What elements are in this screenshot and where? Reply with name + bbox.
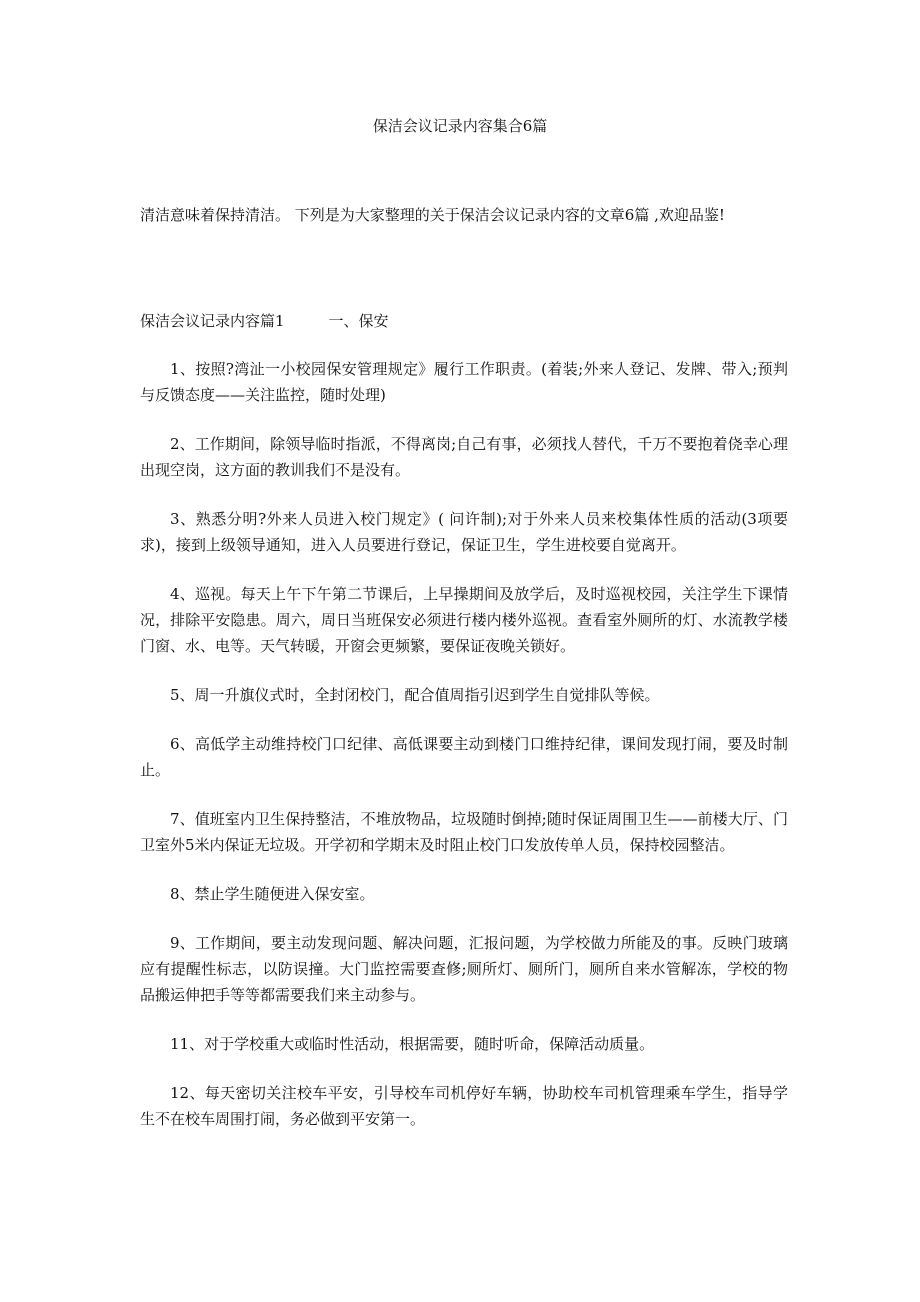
list-item: 2、工作期间，除领导临时指派，不得离岗;自己有事，必须找人替代，千万不要抱着侥幸心理出现空岗，这方面的教训我们不是没有。 bbox=[140, 435, 788, 479]
list-item: 11、对于学校重大或临时性活动，根据需要，随时听命，保障活动质量。 bbox=[170, 1035, 655, 1053]
intro-paragraph: 清洁意味着保持清洁。 下列是为大家整理的关于保洁会议记录内容的文章6篇 ,欢迎品鉴! bbox=[140, 206, 725, 224]
document-title: 保洁会议记录内容集合6篇 bbox=[372, 117, 548, 135]
list-item: 5、周一升旗仪式时，全封闭校门，配合值周指引迟到学生自觉排队等候。 bbox=[170, 686, 660, 704]
item-list bbox=[140, 356, 788, 1155]
list-item: 1、按照?湾沚一小校园保安管理规定》履行工作职责。(着装;外来人登记、发牌、带入;预判与反馈态度——关注监控，随时处理) bbox=[140, 360, 788, 404]
section-heading: 保洁会议记录内容篇1 bbox=[140, 312, 285, 330]
list-item: 6、高低学主动维持校门口纪律、高低课要主动到楼门口维持纪律，课间发现打闹，要及时制止。 bbox=[140, 735, 788, 779]
list-item: 8、禁止学生随便进入保安室。 bbox=[170, 885, 375, 903]
section-heading-line bbox=[140, 310, 389, 332]
list-item: 4、巡视。每天上午下午第二节课后，上早操期间及放学后，及时巡视校园，关注学生下课情况，排除平安隐患。周六，周日当班保安必须进行楼内楼外巡视。查看室外厕所的灯、水流教学楼门窗、水、电等。天气转暖，开窗会更频繁，要保证夜晚关锁好。 bbox=[140, 585, 788, 655]
list-item: 9、工作期间，要主动发现问题、解决问题，汇报问题，为学校做力所能及的事。反映门玻璃应有提醒性标志，以防误撞。大门监控需要查修;厕所灯、厕所门，厕所自来水管解冻，学校的物品搬运伸把手等等都需要我们来主动参与。 bbox=[140, 934, 788, 1004]
list-item: 3、熟悉分明?外来人员进入校门规定》( 问许制);对于外来人员来校集体性质的活动(3项要求)，接到上级领导通知，进入人员要进行登记，保证卫生，学生进校要自觉离开。 bbox=[140, 510, 788, 554]
list-item: 7、值班室内卫生保持整洁，不堆放物品，垃圾随时倒掉;随时保证周围卫生——前楼大厅、门卫室外5米内保证无垃圾。开学初和学期末及时阻止校门口发放传单人员，保持校园整洁。 bbox=[140, 810, 788, 854]
list-item: 12、每天密切关注校车平安，引导校车司机停好车辆，协助校车司机管理乘车学生，指导学生不在校车周围打闹，务必做到平安第一。 bbox=[140, 1084, 788, 1128]
section-subheading: 一、保安 bbox=[328, 312, 389, 330]
